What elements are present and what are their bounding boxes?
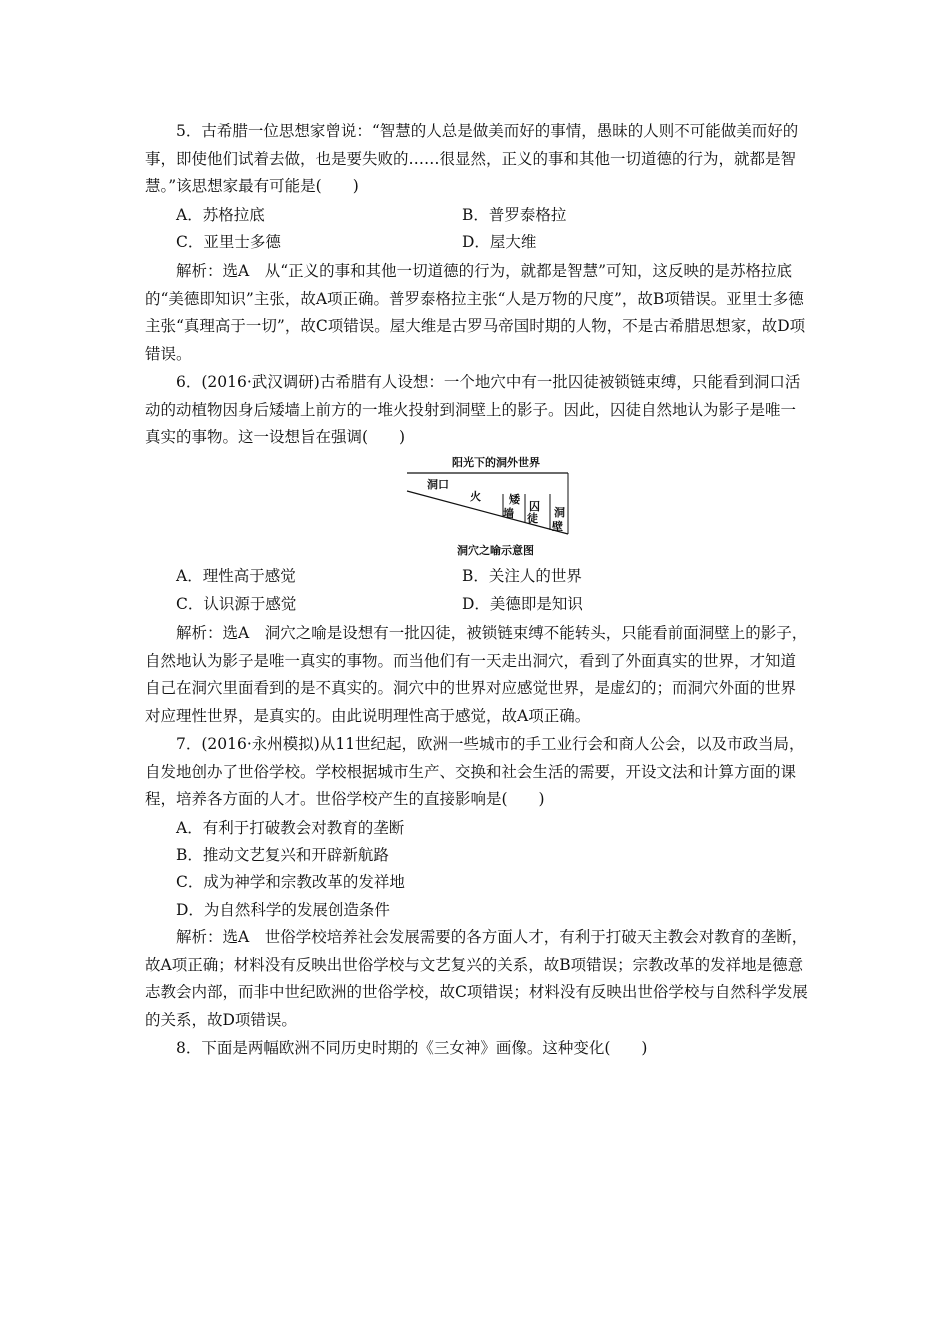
q5-option-a: A．苏格拉底	[176, 206, 265, 224]
diagram-top-label: 阳光下的洞外世界	[452, 456, 540, 469]
diagram-fire-label: 火	[470, 490, 481, 503]
cave-diagram-svg	[405, 448, 580, 560]
question-5-stem: 5．古希腊一位思想家曾说：“智慧的人总是做美而好的事情，愚昧的人则不可能做美而好的事，即使他们试着去做，也是要失败的……很显然，正义的事和其他一切道德的行为，就都是智慧。”该思想家最有可能是( )	[145, 122, 799, 196]
question-7-stem: 7．(2016·永州模拟)从11世纪起，欧洲一些城市的手工业行会和商人公会，以及市政当局，自发地创办了世俗学校。学校根据城市生产、交换和社会生活的需要，开设文法和计算方面的课程，培养各方面的人才。世俗学校产生的直接影响是( )	[145, 735, 805, 809]
question-7-analysis: 解析：选A 世俗学校培养社会发展需要的各方面人才，有利于打破天主教会对教育的垄断，故A项正确；材料没有反映出世俗学校与文艺复兴的关系，故B项错误；宗教改革的发祥地是德意志教会内部，而非中世纪欧洲的世俗学校，故C项错误；材料没有反映出世俗学校与自然科学发展的关系，故D项错误。	[145, 928, 808, 1029]
question-6-stem: 6．(2016·武汉调研)古希腊有人设想：一个地穴中有一批囚徒被锁链束缚，只能看到洞口活动的动植物因身后矮墙上前方的一堆火投射到洞壁上的影子。因此，囚徒自然地认为影子是唯一真实的事物。这一设想旨在强调( )	[145, 373, 801, 447]
question-8-stem: 8．下面是两幅欧洲不同历史时期的《三女神》画像。这种变化( )	[176, 1039, 648, 1057]
diagram-wall-label-1: 矮	[509, 493, 520, 506]
q6-option-c: C．认识源于感觉	[176, 595, 297, 613]
q6-option-d: D．美德即是知识	[462, 595, 583, 613]
diagram-wall-label-2: 墙	[503, 507, 514, 520]
diagram-cave-wall-label-2: 壁	[552, 520, 563, 533]
q5-option-b: B．普罗泰格拉	[462, 206, 567, 224]
q7-option-a: A．有利于打破教会对教育的垄断	[176, 819, 405, 837]
q7-option-c: C．成为神学和宗教改革的发祥地	[176, 873, 405, 891]
diagram-caption: 洞穴之喻示意图	[457, 544, 534, 557]
diagram-cave-wall-label-1: 洞	[554, 506, 565, 519]
cave-allegory-diagram	[405, 448, 580, 560]
q6-option-a: A．理性高于感觉	[176, 567, 296, 585]
diagram-prisoner-label-1: 囚	[529, 500, 540, 513]
diagram-prisoner-label-2: 徒	[527, 512, 538, 525]
q5-option-c: C．亚里士多德	[176, 233, 281, 251]
question-5-analysis: 解析：选A 从“正义的事和其他一切道德的行为，就都是智慧”可知，这反映的是苏格拉底的“美德即知识”主张，故A项正确。普罗泰格拉主张“人是万物的尺度”，故B项错误。亚里士多德主张“真理高于一切”，故C项错误。屋大维是古罗马帝国时期的人物，不是古希腊思想家，故D项错误。	[145, 262, 806, 363]
diagram-entrance-label: 洞口	[427, 478, 449, 491]
q7-option-b: B．推动文艺复兴和开辟新航路	[176, 846, 389, 864]
q6-option-b: B．关注人的世界	[462, 567, 582, 585]
q7-option-d: D．为自然科学的发展创造条件	[176, 901, 390, 919]
question-6-analysis: 解析：选A 洞穴之喻是设想有一批囚徒，被锁链束缚不能转头，只能看前面洞壁上的影子，自然地认为影子是唯一真实的事物。而当他们有一天走出洞穴，看到了外面真实的世界，才知道自己在洞穴里面看到的是不真实的。洞穴中的世界对应感觉世界，是虚幻的；而洞穴外面的世界对应理性世界，是真实的。由此说明理性高于感觉，故A项正确。	[145, 624, 808, 725]
q5-option-d: D．屋大维	[462, 233, 537, 251]
